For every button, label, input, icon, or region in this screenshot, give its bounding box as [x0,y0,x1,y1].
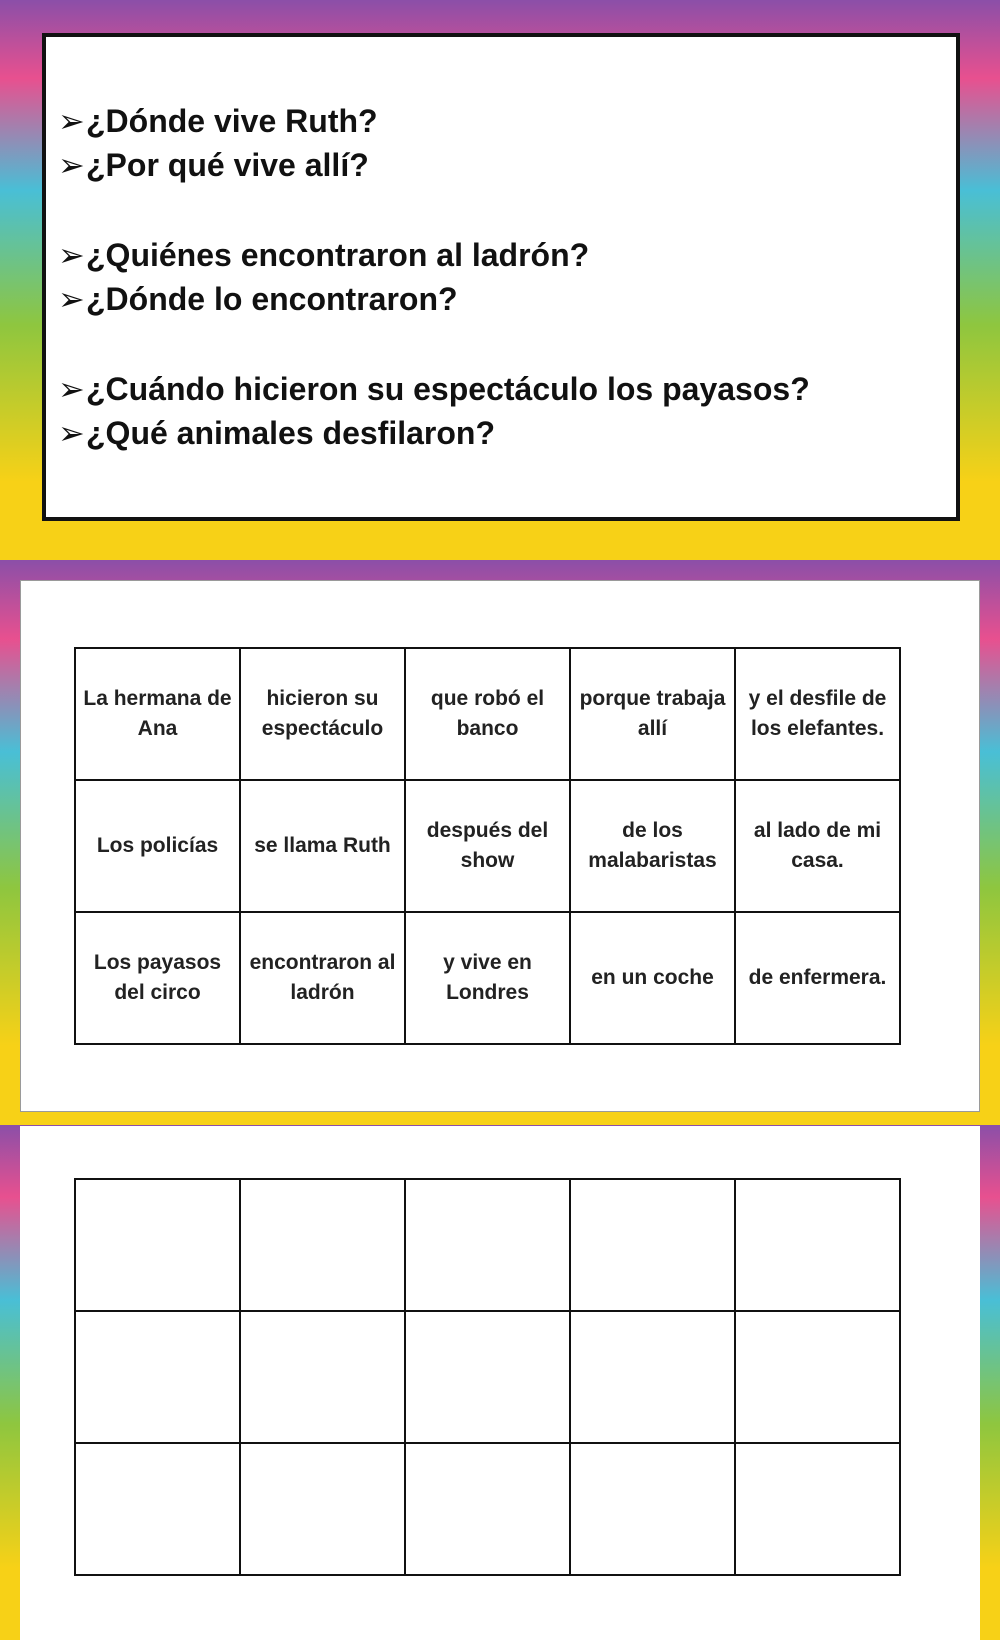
arrow-bullet-icon: ➢ [58,147,85,183]
drop-slot[interactable] [75,1179,240,1311]
arrow-bullet-icon: ➢ [58,281,85,317]
drop-slot[interactable] [735,1311,900,1443]
spacer [58,187,810,233]
drop-slot[interactable] [75,1311,240,1443]
question-item: ➢¿Dónde vive Ruth? [58,99,810,143]
phrase-card[interactable]: hicieron su espectáculo [240,648,405,780]
spacer [58,321,810,367]
question-item: ➢¿Quiénes encontraron al ladrón? [58,233,810,277]
phrase-cards-grid [74,647,901,1045]
questions-list [58,99,810,455]
drop-slot[interactable] [570,1443,735,1575]
drop-slot[interactable] [240,1179,405,1311]
questions-panel [42,33,960,521]
table-row [75,1311,900,1443]
question-item: ➢¿Qué animales desfilaron? [58,411,810,455]
arrow-bullet-icon: ➢ [58,415,85,451]
phrase-card[interactable]: encontraron al ladrón [240,912,405,1044]
drop-slot[interactable] [735,1443,900,1575]
table-row [75,780,900,912]
phrase-card[interactable]: al lado de mi casa. [735,780,900,912]
answer-drop-grid [74,1178,901,1576]
arrow-bullet-icon: ➢ [58,371,85,407]
drop-slot[interactable] [570,1179,735,1311]
drop-slot[interactable] [570,1311,735,1443]
question-item: ➢¿Dónde lo encontraron? [58,277,810,321]
drop-slot[interactable] [405,1311,570,1443]
drop-slot[interactable] [240,1311,405,1443]
phrase-card[interactable]: y el desfile de los elefantes. [735,648,900,780]
question-item: ➢¿Por qué vive allí? [58,143,810,187]
phrase-card[interactable]: se llama Ruth [240,780,405,912]
arrow-bullet-icon: ➢ [58,237,85,273]
drop-slot[interactable] [735,1179,900,1311]
phrase-card[interactable]: después del show [405,780,570,912]
table-row [75,1179,900,1311]
phrase-card[interactable]: y vive en Londres [405,912,570,1044]
table-row [75,1443,900,1575]
phrase-card[interactable]: porque trabaja allí [570,648,735,780]
phrase-card[interactable]: Los payasos del circo [75,912,240,1044]
table-row [75,648,900,780]
drop-slot[interactable] [405,1179,570,1311]
table-row [75,912,900,1044]
drop-slot[interactable] [240,1443,405,1575]
phrase-card[interactable]: que robó el banco [405,648,570,780]
drop-slot[interactable] [405,1443,570,1575]
phrase-card[interactable]: en un coche [570,912,735,1044]
phrase-card[interactable]: Los policías [75,780,240,912]
arrow-bullet-icon: ➢ [58,103,85,139]
phrase-card[interactable]: de enfermera. [735,912,900,1044]
question-item: ➢¿Cuándo hicieron su espectáculo los payasos? [58,367,810,411]
phrase-card[interactable]: La hermana de Ana [75,648,240,780]
drop-slot[interactable] [75,1443,240,1575]
phrase-card[interactable]: de los malabaristas [570,780,735,912]
